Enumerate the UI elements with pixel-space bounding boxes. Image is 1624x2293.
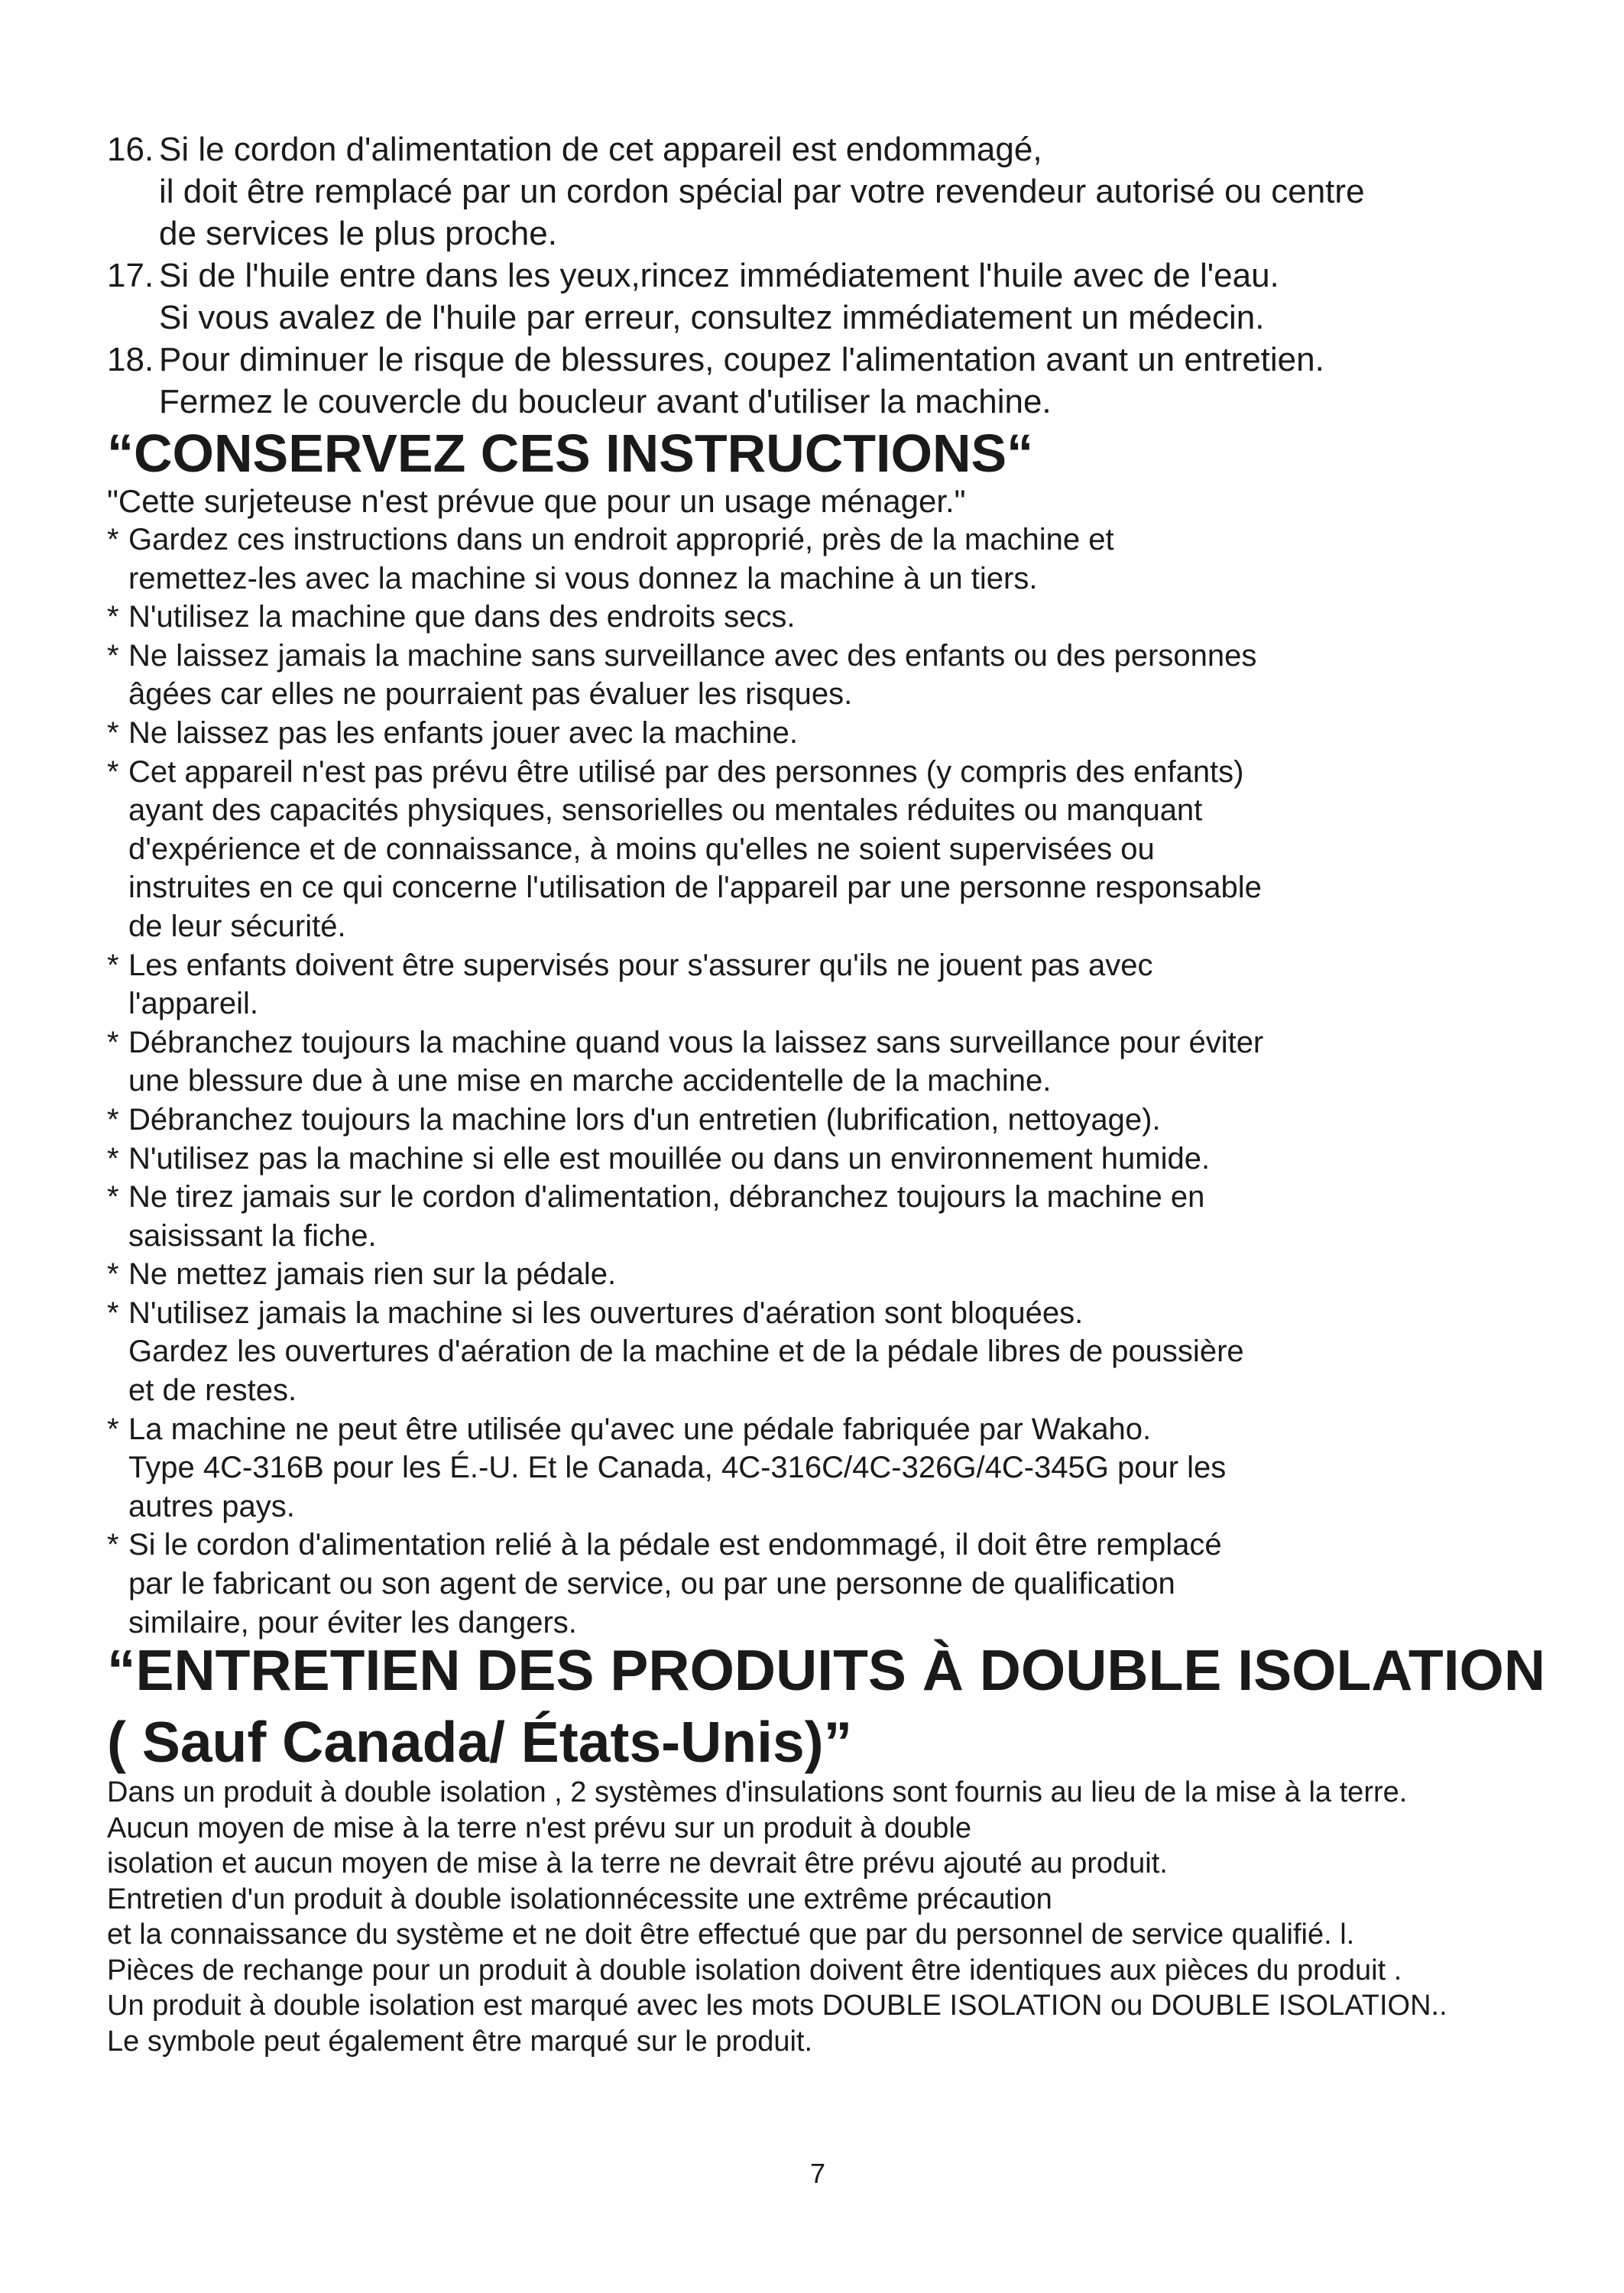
bullet-text: Ne laissez jamais la machine sans surveillance avec des enfants ou des personnes âgées car elles ne pourraient pas évaluer les risques. bbox=[128, 638, 1257, 712]
numbered-item-16 bbox=[107, 128, 1559, 255]
household-use-note: "Cette surjeteuse n'est prévue que pour un usage ménager." bbox=[107, 483, 966, 519]
bullet-item bbox=[107, 1140, 1559, 1179]
numbered-safety-list bbox=[107, 128, 1559, 423]
bullet-marker: * bbox=[107, 1141, 119, 1176]
paragraph-line: Le symbole peut également être marqué sur le produit. bbox=[107, 2025, 813, 2058]
bullet-marker: * bbox=[107, 638, 119, 673]
item-text: Si de l'huile entre dans les yeux,rincez immédiatement l'huile avec de l'eau. Si vous avalez de l'huile par erreur, consultez immédiatement un médecin. bbox=[159, 257, 1279, 336]
bullet-marker: * bbox=[107, 600, 119, 634]
bullet-text: Débranchez toujours la machine lors d'un entretien (lubrification, nettoyage). bbox=[128, 1102, 1161, 1137]
bullet-text: Si le cordon d'alimentation relié à la pédale est endommagé, il doit être remplacé par le fabricant ou son agent de service, ou par une personne de qualification similaire, pour éviter les dangers. bbox=[128, 1528, 1222, 1639]
double-insulation-paragraph bbox=[107, 1775, 1605, 2059]
bullet-text: Les enfants doivent être supervisés pour s'assurer qu'ils ne jouent pas avec l'appareil. bbox=[128, 948, 1153, 1021]
bullet-text: Débranchez toujours la machine quand vous la laissez sans surveillance pour éviter une blessure due à une mise en marche accidentelle de la machine. bbox=[128, 1025, 1264, 1098]
paragraph-line: isolation et aucun moyen de mise à la terre ne devrait être prévu ajouté au produit. bbox=[107, 1847, 1168, 1879]
bullet-item bbox=[107, 1294, 1559, 1410]
bullet-marker: * bbox=[107, 1025, 119, 1059]
bullet-marker: * bbox=[107, 1102, 119, 1137]
bullet-text: Gardez ces instructions dans un endroit approprié, près de la machine et remettez-les avec la machine si vous donnez la machine à un tiers. bbox=[128, 523, 1114, 595]
bullet-text: Ne mettez jamais rien sur la pédale. bbox=[128, 1257, 617, 1292]
item-text: Si le cordon d'alimentation de cet appareil est endommagé, il doit être remplacé par un cordon spécial par votre revendeur autorisé ou centre de services le plus proche. bbox=[159, 131, 1365, 252]
bullet-item bbox=[107, 637, 1559, 714]
bullet-marker: * bbox=[107, 948, 119, 982]
bullet-text: Ne tirez jamais sur le cordon d'alimentation, débranchez toujours la machine en saisissant la fiche. bbox=[128, 1180, 1205, 1253]
bullet-text: La machine ne peut être utilisée qu'avec une pédale fabriquée par Wakaho. Type 4C-316B pour les É.-U. Et le Canada, 4C-316C/4C-326G/4C-345G pour les autres pays. bbox=[128, 1412, 1227, 1523]
heading-line: “ENTRETIEN DES PRODUITS À DOUBLE ISOLATION bbox=[107, 1638, 1546, 1702]
bullet-marker: * bbox=[107, 1257, 119, 1292]
paragraph-line: Pièces de rechange pour un produit à double isolation doivent être identiques aux pièces du produit . bbox=[107, 1954, 1402, 1987]
bullet-item bbox=[107, 1023, 1559, 1101]
bullet-item bbox=[107, 714, 1559, 753]
bullet-item bbox=[107, 753, 1559, 946]
paragraph-line: Un produit à double isolation est marqué avec les mots DOUBLE ISOLATION ou DOUBLE ISOLATION.. bbox=[107, 1990, 1447, 2022]
bullet-marker: * bbox=[107, 523, 119, 556]
paragraph-line: et la connaissance du système et ne doit être effectué que par du personnel de service qualifié. l. bbox=[107, 1918, 1355, 1951]
bullet-item bbox=[107, 1526, 1559, 1642]
bullet-marker: * bbox=[107, 715, 119, 750]
bullet-item bbox=[107, 1101, 1559, 1140]
bullet-marker: * bbox=[107, 754, 119, 789]
numbered-item-17 bbox=[107, 255, 1559, 339]
paragraph-line: Aucun moyen de mise à la terre n'est prévu sur un produit à double bbox=[107, 1811, 972, 1844]
bullet-item bbox=[107, 946, 1559, 1023]
safety-bullet-list bbox=[107, 521, 1559, 1642]
bullet-item bbox=[107, 1178, 1559, 1255]
bullet-item bbox=[107, 1410, 1559, 1526]
paragraph-line: Entretien d'un produit à double isolationnécessite une extrême précaution bbox=[107, 1883, 1052, 1915]
bullet-marker: * bbox=[107, 1296, 119, 1330]
bullet-text: N'utilisez jamais la machine si les ouvertures d'aération sont bloquées. Gardez les ouvertures d'aération de la machine et de la pédale libres de poussière et de restes. bbox=[128, 1296, 1244, 1408]
item-number: 17. bbox=[107, 257, 154, 294]
bullet-item bbox=[107, 1255, 1559, 1294]
bullet-text: N'utilisez pas la machine si elle est mouillée ou dans un environnement humide. bbox=[128, 1141, 1211, 1176]
bullet-text: Ne laissez pas les enfants jouer avec la machine. bbox=[128, 715, 799, 750]
heading-line: ( Sauf Canada/ États-Unis)” bbox=[107, 1710, 853, 1774]
bullet-marker: * bbox=[107, 1180, 119, 1215]
item-number: 18. bbox=[107, 341, 154, 378]
double-insulation-heading bbox=[107, 1634, 1545, 1778]
page-number: 7 bbox=[809, 2158, 826, 2189]
bullet-marker: * bbox=[107, 1528, 119, 1562]
bullet-item bbox=[107, 598, 1559, 637]
item-number: 16. bbox=[107, 131, 154, 168]
bullet-item bbox=[107, 521, 1559, 598]
item-text: Pour diminuer le risque de blessures, coupez l'alimentation avant un entretien. Fermez le couvercle du boucleur avant d'utiliser la machine. bbox=[159, 341, 1324, 420]
save-instructions-heading: “CONSERVEZ CES INSTRUCTIONS“ bbox=[107, 423, 1034, 483]
bullet-marker: * bbox=[107, 1412, 119, 1446]
paragraph-line: Dans un produit à double isolation , 2 systèmes d'insulations sont fournis au lieu de la mise à la terre. bbox=[107, 1776, 1408, 1808]
numbered-item-18 bbox=[107, 339, 1559, 423]
bullet-text: Cet appareil n'est pas prévu être utilisé par des personnes (y compris des enfants) ayant des capacités physiques, sensorielles ou mentales réduites ou manquant d'expérience et de connaissance, à moins qu'elles ne soient supervisées ou instruites en ce qui concerne l'utilisation de l'appareil par une personne responsable de leur sécurité. bbox=[128, 754, 1262, 943]
bullet-text: N'utilisez la machine que dans des endroits secs. bbox=[128, 600, 796, 634]
